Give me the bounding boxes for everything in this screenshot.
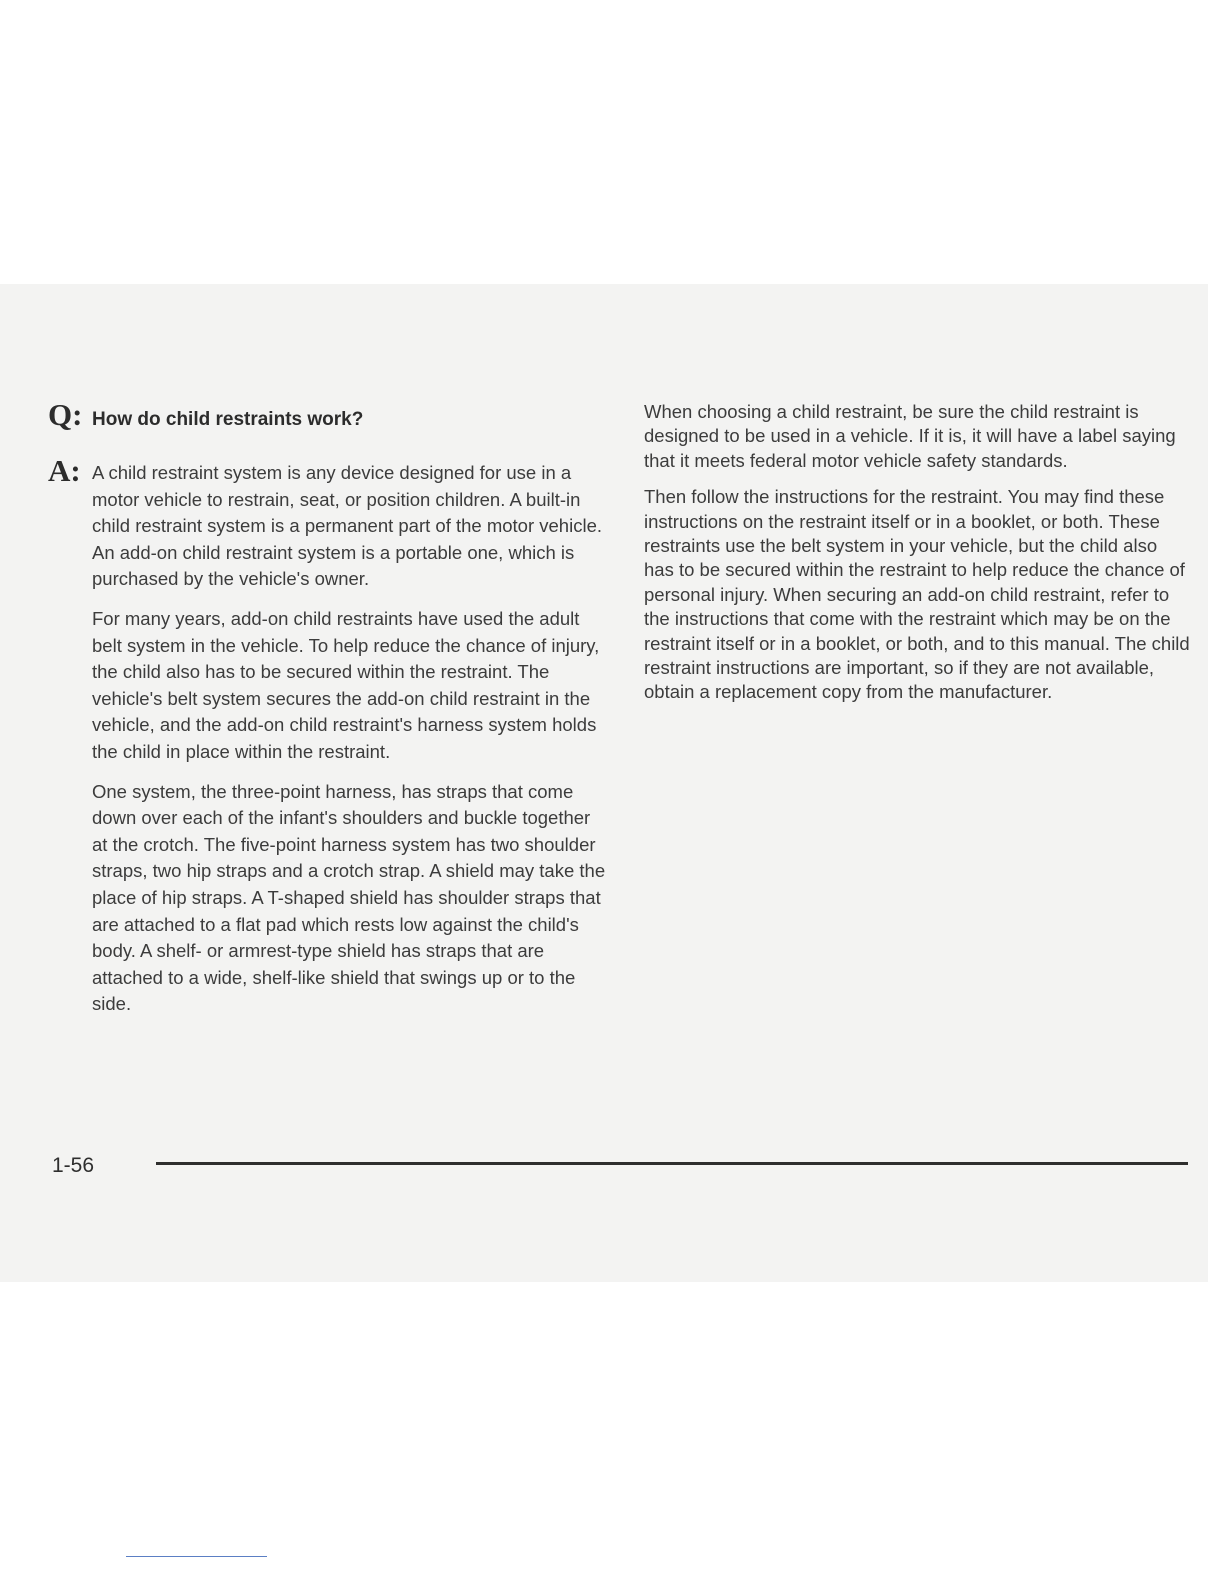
answer-paragraph: A child restraint system is any device designed for use in a motor vehicle to restrain, seat, or position children. A built-in child restraint system is a permanent part of the motor vehicle. An add-on child restraint system is a portable one, which is purchased by the vehicle's owner.: [92, 462, 602, 590]
divider-line: [126, 1556, 267, 1557]
left-column: [48, 398, 608, 1031]
page-number: 1-56: [52, 1154, 95, 1177]
answer-body: [92, 454, 608, 1031]
right-column: [644, 400, 1192, 717]
footer-rule: [156, 1162, 1188, 1165]
answer-paragraph: One system, the three-point harness, has straps that come down over each of the infant's shoulders and buckle together at the crotch. The five-point harness system has two shoulder straps, two hip straps and a crotch strap. A shield may take the place of hip straps. A T-shaped shield has shoulder straps that are attached to a flat pad which rests low against the child's body. A shelf- or armrest-type shield has straps that are attached to a wide, shelf-like shield that swings up or to the side.: [92, 780, 606, 1015]
answer-marker: A:: [48, 453, 81, 488]
question-block: [48, 398, 608, 432]
body-paragraph: When choosing a child restraint, be sure the child restraint is designed to be used in a vehicle. If it is, it will have a label saying that it meets federal motor vehicle safety standards.: [644, 401, 1176, 471]
body-paragraph: Then follow the instructions for the restraint. You may find these instructions on the restraint itself or in a booklet, or both. These restraints use the belt system in your vehicle, but the child also has to be secured within the restraint to help reduce the chance of personal injury. When securing an add-on child restraint, refer to the instructions that come with the restraint which may be on the restraint itself or in a booklet, or both, and to this manual. The child restraint instructions are important, so if they are not available, obtain a replacement copy from the manufacturer.: [644, 486, 1190, 703]
question-text: How do child restraints work?: [92, 409, 364, 430]
answer-block: [48, 454, 608, 1031]
question-marker: Q:: [48, 397, 83, 432]
page-footer: [52, 1152, 1192, 1182]
answer-paragraph: For many years, add-on child restraints have used the adult belt system in the vehicle. To help reduce the chance of injury, the child also has to be secured within the restraint. The vehicle's belt system secures the add-on child restraint in the vehicle, and the add-on child restraint's harness system holds the child in place within the restraint.: [92, 607, 600, 762]
